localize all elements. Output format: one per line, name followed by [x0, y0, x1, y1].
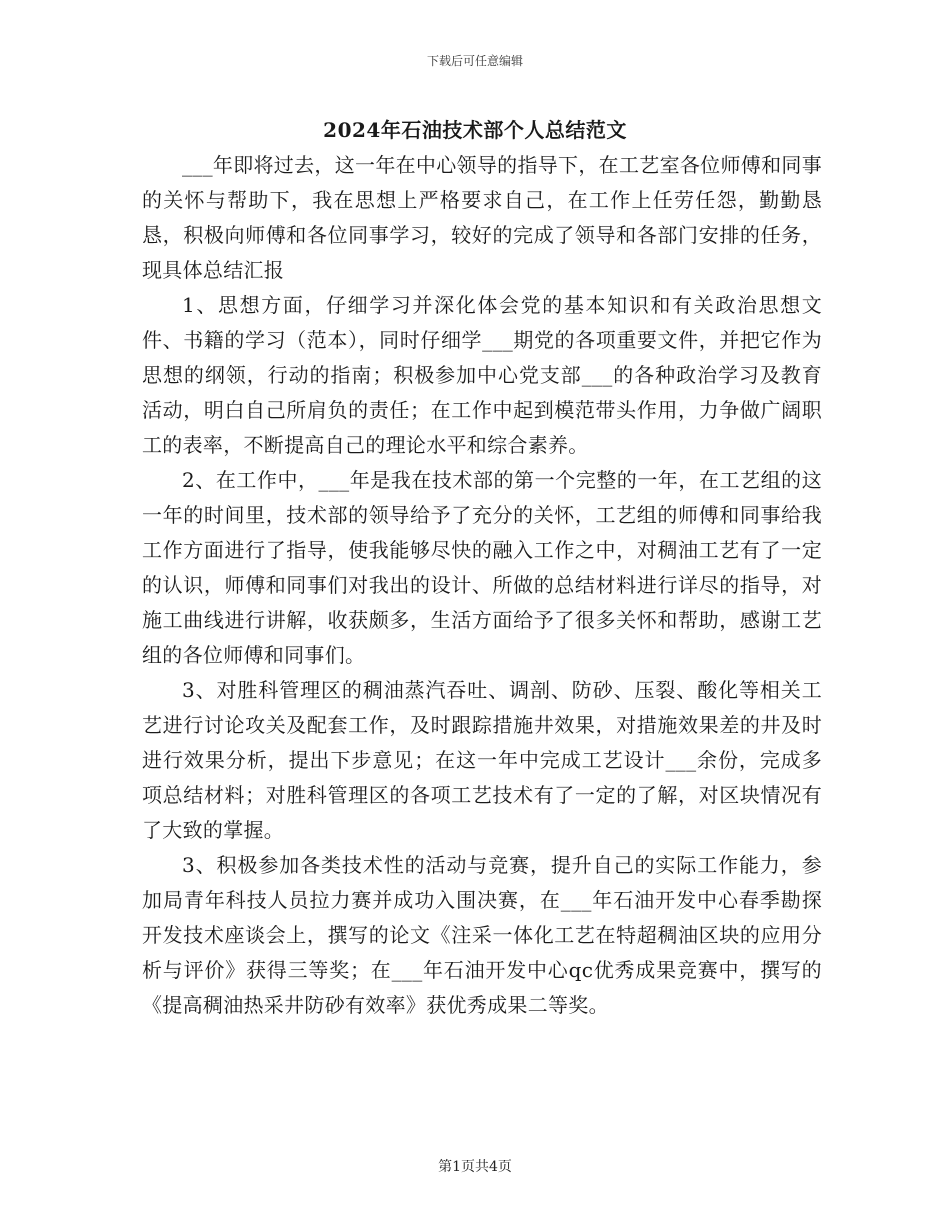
paragraph-competitions: 3、积极参加各类技术性的活动与竞赛，提升自己的实际工作能力，参加局青年科技人员拉力赛并成功入围决赛，在___年石油开发中心春季勘探开发技术座谈会上，撰写的论文《注采一体化工艺在特超稠油区块的应用分析与评价》获得三等奖；在___年石油开发中心qc优秀成果竞赛中，撰写的《提高稠油热采井防砂有效率》获优秀成果二等奖。	[142, 853, 822, 1017]
document-body	[142, 148, 822, 1023]
paragraph-intro: ___年即将过去，这一年在中心领导的指导下，在工艺室各位师傅和同事的关怀与帮助下，我在思想上严格要求自己，在工作上任劳任怨，勤勤恳恳，积极向师傅和各位同事学习，较好的完成了领导和各部门安排的任务，现具体总结汇报	[142, 153, 822, 282]
header-note: 下载后可任意编辑	[426, 54, 523, 68]
paragraph-techniques: 3、对胜科管理区的稠油蒸汽吞吐、调剖、防砂、压裂、酸化等相关工艺进行讨论攻关及配套工作，及时跟踪措施井效果，对措施效果差的井及时进行效果分析，提出下步意见；在这一年中完成工艺设计___余份，完成多项总结材料；对胜科管理区的各项工艺技术有了一定的了解，对区块情况有了大致的掌握。	[142, 678, 822, 842]
page-footer: 第1页共4页	[438, 1159, 512, 1175]
paragraph-ideology: 1、思想方面，仔细学习并深化体会党的基本知识和有关政治思想文件、书籍的学习（范本），同时仔细学___期党的各项重要文件，并把它作为思想的纲领，行动的指南；积极参加中心党支部___的各种政治学习及教育活动，明白自己所肩负的责任；在工作中起到模范带头作用，力争做广阔职工的表率，不断提高自己的理论水平和综合素养。	[142, 293, 822, 457]
document-title: 2024年石油技术部个人总结范文	[323, 118, 627, 142]
paragraph-work: 2、在工作中，___年是我在技术部的第一个完整的一年，在工艺组的这一年的时间里，技术部的领导给予了充分的关怀，工艺组的师傅和同事给我工作方面进行了指导，使我能够尽快的融入工作之中，对稠油工艺有了一定的认识，师傅和同事们对我出的设计、所做的总结材料进行详尽的指导，对施工曲线进行讲解，收获颇多，生活方面给予了很多关怀和帮助，感谢工艺组的各位师傅和同事们。	[142, 468, 822, 667]
